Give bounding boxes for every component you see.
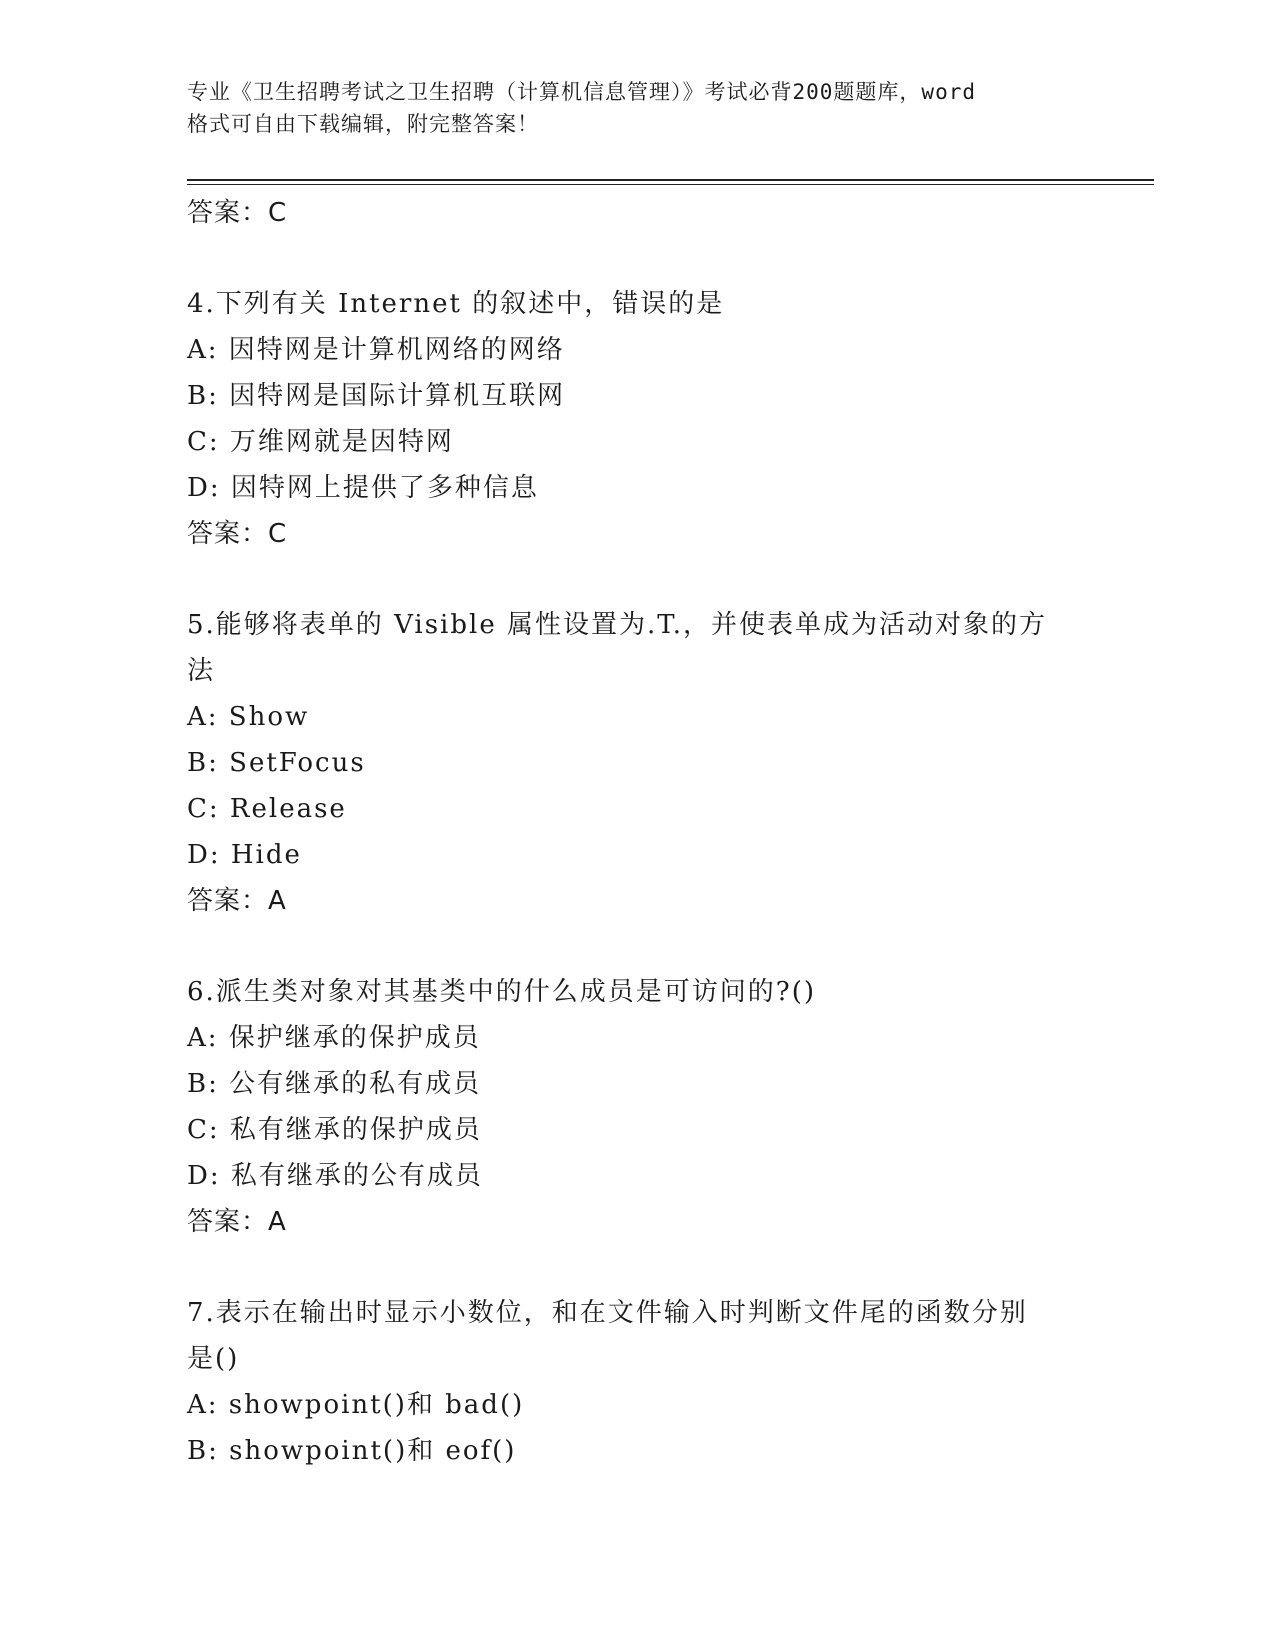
header-line-1: 专业《卫生招聘考试之卫生招聘（计算机信息管理）》考试必背200题题库，word — [187, 80, 976, 104]
spacer — [187, 1245, 1087, 1290]
header-line-2: 格式可自由下载编辑，附完整答案！ — [187, 112, 539, 136]
question-stem: 5.能够将表单的 Visible 属性设置为.T.，并使表单成为活动对象的方 — [187, 610, 1048, 640]
answer-line: 答案：A — [187, 886, 287, 916]
header-divider-thin — [187, 184, 1154, 185]
question-block — [187, 281, 1087, 557]
option-c: C: Release — [187, 794, 347, 824]
option-d: D: 私有继承的公有成员 — [187, 1161, 483, 1191]
spacer — [187, 557, 1087, 602]
answer-line: 答案：A — [187, 1207, 287, 1237]
header-divider — [187, 179, 1154, 181]
question-block — [187, 602, 1087, 924]
option-b: B: SetFocus — [187, 748, 366, 778]
question-stem: 7.表示在输出时显示小数位，和在文件输入时判断文件尾的函数分别 — [187, 1298, 1028, 1328]
option-a: A: Show — [187, 702, 310, 732]
question-block — [187, 969, 1087, 1245]
option-b: B: 公有继承的私有成员 — [187, 1069, 482, 1099]
spacer — [187, 924, 1087, 969]
option-d: D: Hide — [187, 840, 302, 870]
option-c: C: 私有继承的保护成员 — [187, 1115, 482, 1145]
question-stem: 6.派生类对象对其基类中的什么成员是可访问的?() — [187, 977, 817, 1007]
question-list — [187, 190, 1087, 1474]
question-stem-continued: 是() — [187, 1344, 240, 1374]
document-header — [187, 76, 1087, 140]
spacer — [187, 236, 1087, 281]
option-a: A: showpoint()和 bad() — [187, 1390, 525, 1420]
answer-line: 答案：C — [187, 519, 288, 549]
question-block — [187, 1290, 1087, 1474]
option-c: C: 万维网就是因特网 — [187, 427, 454, 457]
option-a: A: 保护继承的保护成员 — [187, 1023, 481, 1053]
question-stem: 4.下列有关 Internet 的叙述中，错误的是 — [187, 289, 725, 319]
answer-line: 答案：C — [187, 198, 288, 228]
question-stem-continued: 法 — [187, 656, 216, 686]
option-a: A: 因特网是计算机网络的网络 — [187, 335, 565, 365]
option-b: B: showpoint()和 eof() — [187, 1436, 517, 1466]
option-b: B: 因特网是国际计算机互联网 — [187, 381, 566, 411]
option-d: D: 因特网上提供了多种信息 — [187, 473, 539, 503]
